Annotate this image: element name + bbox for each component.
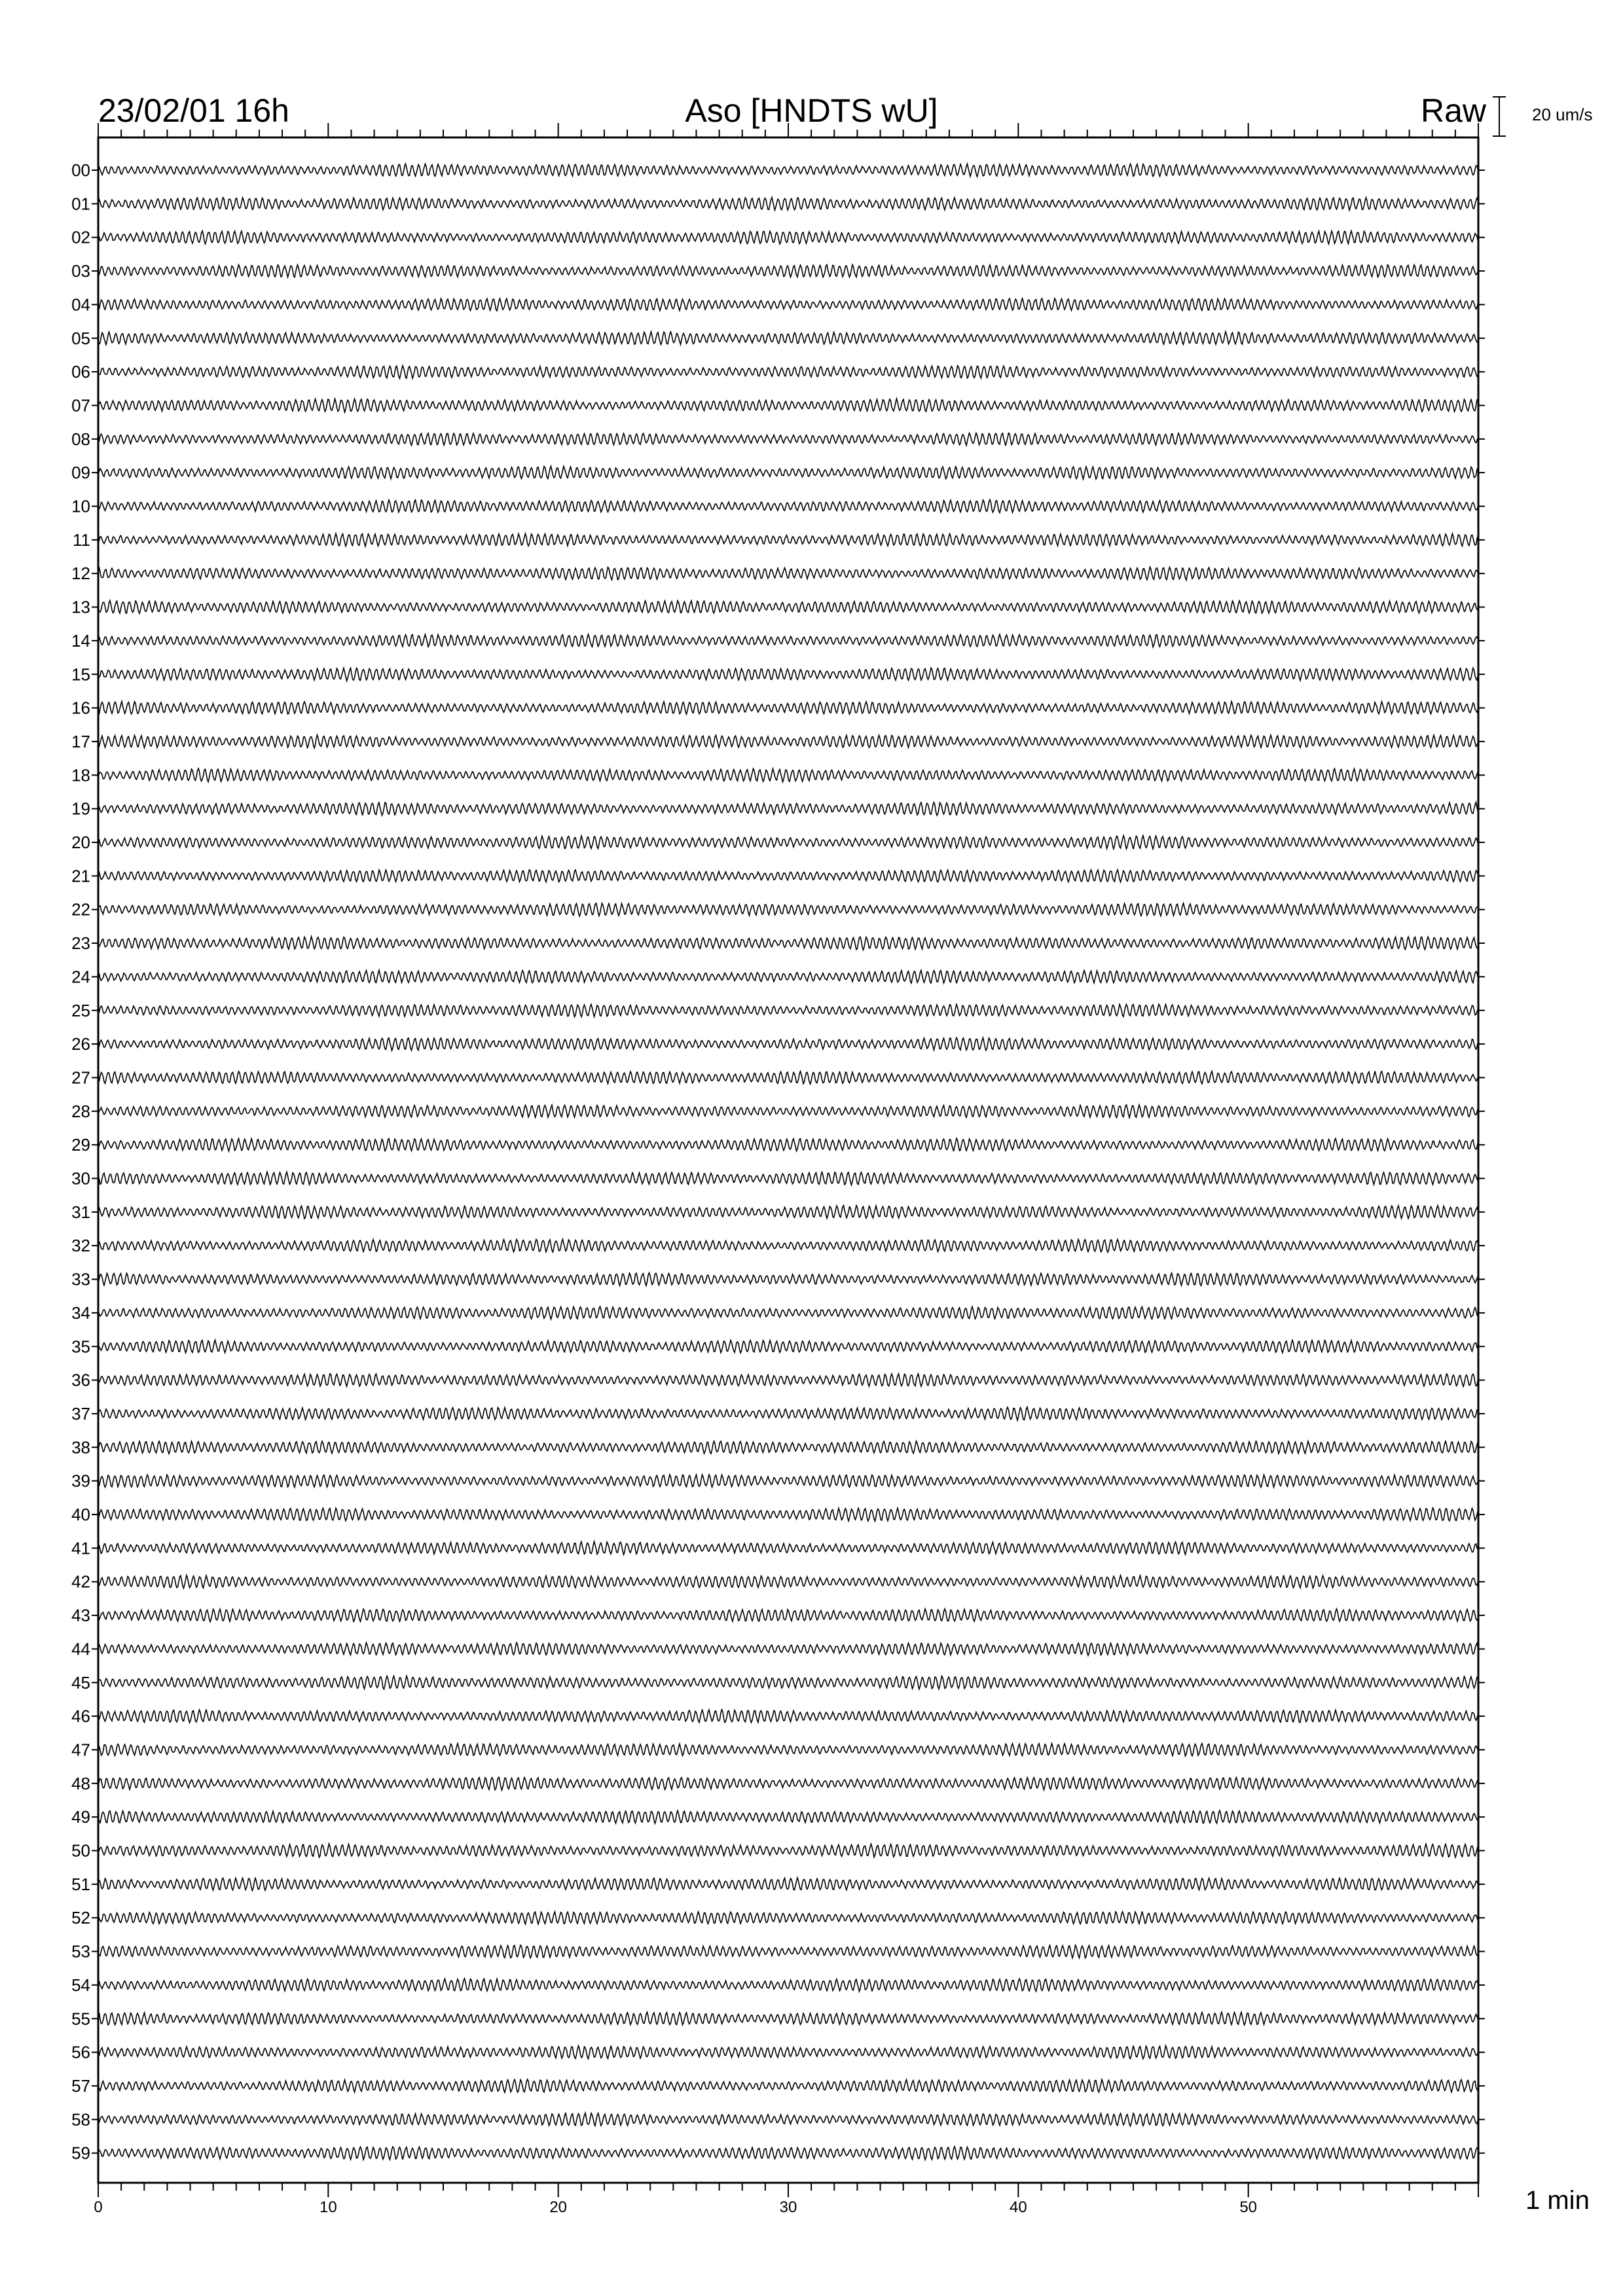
trace-row-01 bbox=[98, 198, 1478, 211]
row-label: 29 bbox=[71, 1135, 90, 1155]
trace-row-35 bbox=[98, 1340, 1478, 1353]
trace-row-34 bbox=[98, 1306, 1478, 1319]
row-label: 33 bbox=[71, 1269, 90, 1289]
trace-row-16 bbox=[98, 702, 1478, 714]
trace-row-05 bbox=[98, 332, 1478, 345]
trace-row-17 bbox=[98, 735, 1478, 748]
trace-row-46 bbox=[98, 1710, 1478, 1723]
row-label: 41 bbox=[71, 1538, 90, 1558]
trace-row-19 bbox=[98, 802, 1478, 816]
trace-row-09 bbox=[98, 466, 1478, 479]
trace-row-40 bbox=[98, 1508, 1478, 1521]
trace-row-57 bbox=[98, 2079, 1478, 2092]
row-label: 40 bbox=[71, 1505, 90, 1524]
trace-row-03 bbox=[98, 264, 1478, 277]
row-label: 16 bbox=[71, 698, 90, 718]
row-label: 22 bbox=[71, 899, 90, 920]
trace-row-22 bbox=[98, 903, 1478, 916]
trace-row-47 bbox=[98, 1744, 1478, 1756]
row-label: 00 bbox=[71, 160, 90, 180]
trace-row-29 bbox=[98, 1138, 1478, 1151]
row-label: 11 bbox=[73, 529, 90, 550]
row-label: 24 bbox=[71, 967, 90, 987]
row-label: 15 bbox=[71, 664, 90, 685]
trace-row-12 bbox=[98, 567, 1478, 580]
trace-row-30 bbox=[98, 1172, 1478, 1185]
row-label: 12 bbox=[71, 564, 90, 584]
trace-row-21 bbox=[98, 870, 1478, 882]
x-tick-label: 20 bbox=[549, 2198, 568, 2216]
row-label: 59 bbox=[71, 2143, 90, 2163]
trace-row-51 bbox=[98, 1878, 1478, 1891]
trace-row-49 bbox=[98, 1810, 1478, 1823]
row-label: 54 bbox=[71, 1975, 90, 1995]
trace-row-28 bbox=[98, 1105, 1478, 1118]
trace-row-25 bbox=[98, 1004, 1478, 1016]
row-label: 43 bbox=[71, 1605, 90, 1626]
row-label: 32 bbox=[71, 1236, 90, 1256]
row-label: 56 bbox=[71, 2042, 90, 2062]
trace-row-08 bbox=[98, 433, 1478, 446]
row-label: 09 bbox=[71, 463, 90, 483]
row-label: 26 bbox=[71, 1034, 90, 1054]
trace-row-41 bbox=[98, 1541, 1478, 1554]
trace-row-07 bbox=[98, 399, 1478, 412]
trace-row-42 bbox=[98, 1575, 1478, 1588]
row-label: 19 bbox=[71, 798, 90, 819]
trace-row-54 bbox=[98, 1979, 1478, 1992]
row-label: 06 bbox=[71, 362, 90, 382]
trace-row-18 bbox=[98, 768, 1478, 782]
row-label: 13 bbox=[71, 597, 90, 617]
row-label: 02 bbox=[71, 227, 90, 247]
row-label: 55 bbox=[71, 2009, 90, 2029]
trace-row-55 bbox=[98, 2012, 1478, 2025]
trace-row-13 bbox=[98, 601, 1478, 614]
row-label: 58 bbox=[71, 2109, 90, 2130]
row-label: 53 bbox=[71, 1941, 90, 1962]
trace-row-56 bbox=[98, 2046, 1478, 2059]
row-label: 07 bbox=[71, 395, 90, 416]
trace-row-06 bbox=[98, 366, 1478, 379]
row-label: 23 bbox=[71, 933, 90, 954]
trace-row-27 bbox=[98, 1071, 1478, 1085]
datetime-title: 23/02/01 16h bbox=[98, 92, 289, 129]
trace-row-45 bbox=[98, 1676, 1478, 1689]
row-label: 25 bbox=[71, 1000, 90, 1020]
row-label: 45 bbox=[71, 1672, 90, 1693]
row-label: 01 bbox=[71, 194, 90, 214]
row-label: 38 bbox=[71, 1437, 90, 1458]
row-label: 47 bbox=[71, 1740, 90, 1760]
row-label: 39 bbox=[71, 1471, 90, 1491]
row-label: 18 bbox=[71, 765, 90, 785]
trace-row-23 bbox=[98, 937, 1478, 950]
row-label: 27 bbox=[71, 1067, 90, 1088]
trace-row-32 bbox=[98, 1239, 1478, 1252]
trace-row-11 bbox=[98, 533, 1478, 547]
trace-row-14 bbox=[98, 634, 1478, 647]
trace-row-24 bbox=[98, 970, 1478, 983]
row-label: 03 bbox=[71, 261, 90, 281]
trace-row-26 bbox=[98, 1037, 1478, 1050]
trace-row-00 bbox=[98, 164, 1478, 177]
trace-row-43 bbox=[98, 1609, 1478, 1622]
row-label: 04 bbox=[71, 295, 90, 315]
row-label: 42 bbox=[71, 1571, 90, 1592]
row-labels bbox=[71, 160, 1485, 2163]
trace-row-10 bbox=[98, 499, 1478, 512]
traces bbox=[98, 164, 1478, 2160]
trace-row-37 bbox=[98, 1407, 1478, 1420]
trace-row-58 bbox=[98, 2113, 1478, 2126]
plot-frame bbox=[98, 137, 1478, 2183]
trace-row-31 bbox=[98, 1206, 1478, 1219]
trace-row-02 bbox=[98, 231, 1478, 244]
row-label: 51 bbox=[71, 1874, 90, 1894]
row-label: 57 bbox=[71, 2075, 90, 2096]
row-label: 34 bbox=[71, 1302, 90, 1323]
scale-label: 20 um/s bbox=[1532, 105, 1593, 124]
row-label: 37 bbox=[71, 1403, 90, 1424]
trace-row-38 bbox=[98, 1441, 1478, 1454]
row-label: 05 bbox=[71, 328, 90, 348]
row-label: 46 bbox=[71, 1706, 90, 1727]
mode-label: Raw bbox=[1420, 92, 1486, 129]
trace-row-50 bbox=[98, 1844, 1478, 1857]
row-label: 52 bbox=[71, 1908, 90, 1928]
row-label: 28 bbox=[71, 1101, 90, 1121]
trace-row-20 bbox=[98, 836, 1478, 850]
x-axis-label: 1 min bbox=[1525, 2186, 1590, 2215]
x-tick-label: 50 bbox=[1239, 2198, 1258, 2216]
row-label: 31 bbox=[71, 1202, 90, 1222]
row-label: 44 bbox=[71, 1639, 90, 1659]
x-tick-label: 0 bbox=[94, 2198, 103, 2216]
row-label: 30 bbox=[71, 1168, 90, 1189]
row-label: 17 bbox=[71, 731, 90, 751]
row-label: 36 bbox=[71, 1370, 90, 1390]
trace-row-52 bbox=[98, 1911, 1478, 1924]
x-tick-label: 40 bbox=[1009, 2198, 1027, 2216]
trace-row-36 bbox=[98, 1374, 1478, 1387]
row-label: 14 bbox=[71, 630, 90, 651]
row-label: 49 bbox=[71, 1807, 90, 1827]
trace-row-39 bbox=[98, 1475, 1478, 1487]
trace-row-15 bbox=[98, 668, 1478, 681]
trace-row-48 bbox=[98, 1777, 1478, 1790]
row-label: 10 bbox=[71, 496, 90, 516]
row-label: 08 bbox=[71, 429, 90, 449]
row-label: 35 bbox=[71, 1336, 90, 1357]
x-tick-label: 10 bbox=[319, 2198, 337, 2216]
trace-row-33 bbox=[98, 1273, 1478, 1286]
row-label: 48 bbox=[71, 1773, 90, 1793]
trace-row-44 bbox=[98, 1643, 1478, 1656]
row-label: 20 bbox=[71, 833, 90, 852]
station-title: Aso [HNDTS wU] bbox=[685, 92, 938, 129]
trace-row-04 bbox=[98, 298, 1478, 311]
row-label: 21 bbox=[71, 866, 90, 886]
trace-row-53 bbox=[98, 1945, 1478, 1958]
x-tick-label: 30 bbox=[779, 2198, 797, 2216]
trace-row-59 bbox=[98, 2147, 1478, 2160]
row-label: 50 bbox=[71, 1840, 90, 1861]
